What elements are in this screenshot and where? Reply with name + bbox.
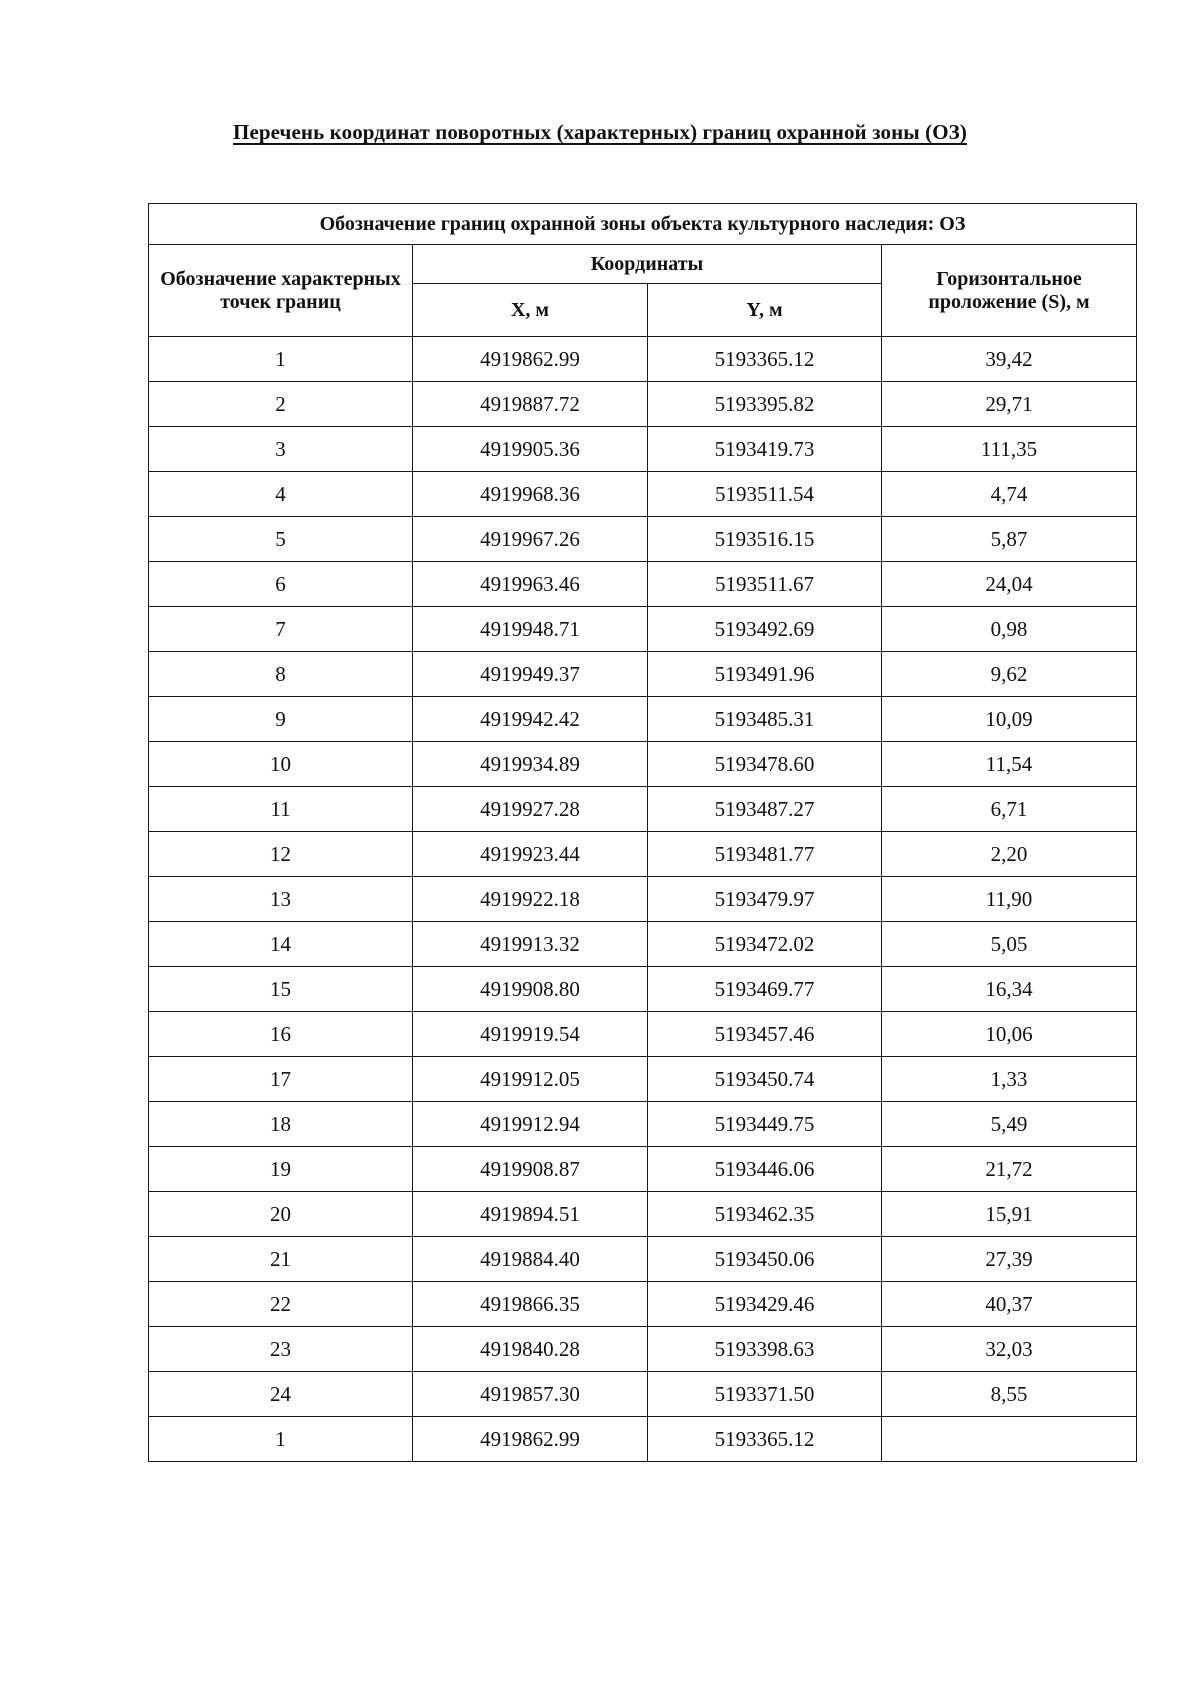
cell-y: 5193511.54 [648,472,882,517]
cell-x: 4919866.35 [413,1282,648,1327]
cell-y: 5193487.27 [648,787,882,832]
cell-y: 5193511.67 [648,562,882,607]
cell-y: 5193429.46 [648,1282,882,1327]
cell-x: 4919862.99 [413,1417,648,1462]
column-header-distance: Горизонтальное проложение (S), м [882,245,1137,337]
table-row [149,382,1137,427]
cell-point: 19 [149,1147,413,1192]
cell-y: 5193450.06 [648,1237,882,1282]
cell-x: 4919919.54 [413,1012,648,1057]
cell-y: 5193449.75 [648,1102,882,1147]
cell-distance: 24,04 [882,562,1137,607]
column-header-coordinates: Координаты [413,245,882,284]
cell-distance: 0,98 [882,607,1137,652]
cell-distance [882,1417,1137,1462]
table-row [149,652,1137,697]
cell-point: 17 [149,1057,413,1102]
table-caption-row [149,204,1137,245]
cell-x: 4919927.28 [413,787,648,832]
column-header-row [149,245,1137,284]
cell-y: 5193419.73 [648,427,882,472]
table-header [149,204,1137,337]
table-row [149,427,1137,472]
cell-y: 5193365.12 [648,337,882,382]
cell-x: 4919887.72 [413,382,648,427]
table-row [149,1327,1137,1372]
cell-x: 4919905.36 [413,427,648,472]
cell-point: 22 [149,1282,413,1327]
cell-x: 4919912.94 [413,1102,648,1147]
table-row [149,1012,1137,1057]
table-body [149,337,1137,1462]
cell-x: 4919840.28 [413,1327,648,1372]
page-title: Перечень координат поворотных (характерных) границ охранной зоны (ОЗ) [233,120,967,144]
cell-distance: 16,34 [882,967,1137,1012]
cell-y: 5193398.63 [648,1327,882,1372]
cell-x: 4919942.42 [413,697,648,742]
cell-point: 8 [149,652,413,697]
cell-point: 7 [149,607,413,652]
cell-distance: 1,33 [882,1057,1137,1102]
cell-y: 5193479.97 [648,877,882,922]
cell-y: 5193492.69 [648,607,882,652]
cell-distance: 10,09 [882,697,1137,742]
cell-distance: 5,05 [882,922,1137,967]
cell-distance: 10,06 [882,1012,1137,1057]
table-row [149,742,1137,787]
column-header-point: Обозначение характерных точек границ [149,245,413,337]
cell-y: 5193365.12 [648,1417,882,1462]
cell-distance: 5,87 [882,517,1137,562]
cell-y: 5193481.77 [648,832,882,877]
cell-distance: 27,39 [882,1237,1137,1282]
cell-x: 4919857.30 [413,1372,648,1417]
cell-distance: 40,37 [882,1282,1137,1327]
coordinates-table [148,203,1137,1462]
table-row [149,922,1137,967]
table-row [149,697,1137,742]
table-row [149,562,1137,607]
cell-point: 1 [149,337,413,382]
cell-point: 14 [149,922,413,967]
cell-distance: 11,90 [882,877,1137,922]
table-row [149,1057,1137,1102]
cell-x: 4919923.44 [413,832,648,877]
table-row [149,1372,1137,1417]
cell-distance: 11,54 [882,742,1137,787]
cell-point: 20 [149,1192,413,1237]
cell-x: 4919894.51 [413,1192,648,1237]
cell-x: 4919912.05 [413,1057,648,1102]
cell-distance: 39,42 [882,337,1137,382]
table-row [149,517,1137,562]
cell-y: 5193371.50 [648,1372,882,1417]
cell-y: 5193472.02 [648,922,882,967]
table-row [149,877,1137,922]
table-row [149,337,1137,382]
cell-y: 5193446.06 [648,1147,882,1192]
cell-point: 10 [149,742,413,787]
cell-x: 4919949.37 [413,652,648,697]
cell-point: 23 [149,1327,413,1372]
cell-distance: 4,74 [882,472,1137,517]
cell-point: 6 [149,562,413,607]
table-row [149,967,1137,1012]
cell-point: 18 [149,1102,413,1147]
cell-y: 5193469.77 [648,967,882,1012]
table-row [149,787,1137,832]
cell-y: 5193462.35 [648,1192,882,1237]
table-row [149,607,1137,652]
cell-y: 5193485.31 [648,697,882,742]
cell-x: 4919908.87 [413,1147,648,1192]
cell-point: 3 [149,427,413,472]
cell-point: 24 [149,1372,413,1417]
cell-distance: 111,35 [882,427,1137,472]
cell-point: 5 [149,517,413,562]
table-row [149,472,1137,517]
cell-point: 9 [149,697,413,742]
cell-point: 13 [149,877,413,922]
cell-y: 5193450.74 [648,1057,882,1102]
cell-distance: 32,03 [882,1327,1137,1372]
cell-point: 21 [149,1237,413,1282]
cell-y: 5193457.46 [648,1012,882,1057]
table-row [149,1237,1137,1282]
cell-point: 11 [149,787,413,832]
table-row [149,1192,1137,1237]
cell-distance: 9,62 [882,652,1137,697]
cell-distance: 2,20 [882,832,1137,877]
cell-point: 2 [149,382,413,427]
cell-point: 1 [149,1417,413,1462]
cell-distance: 5,49 [882,1102,1137,1147]
cell-point: 15 [149,967,413,1012]
cell-x: 4919968.36 [413,472,648,517]
cell-distance: 21,72 [882,1147,1137,1192]
cell-x: 4919948.71 [413,607,648,652]
cell-x: 4919862.99 [413,337,648,382]
cell-y: 5193478.60 [648,742,882,787]
cell-distance: 6,71 [882,787,1137,832]
cell-x: 4919922.18 [413,877,648,922]
table-caption: Обозначение границ охранной зоны объекта культурного наследия: ОЗ [149,204,1137,245]
column-header-x: X, м [413,284,648,337]
table-row [149,1417,1137,1462]
cell-x: 4919967.26 [413,517,648,562]
table-row [149,832,1137,877]
cell-point: 16 [149,1012,413,1057]
cell-y: 5193395.82 [648,382,882,427]
table-row [149,1147,1137,1192]
cell-x: 4919963.46 [413,562,648,607]
column-header-y: Y, м [648,284,882,337]
table-row [149,1102,1137,1147]
cell-y: 5193491.96 [648,652,882,697]
cell-x: 4919884.40 [413,1237,648,1282]
cell-distance: 15,91 [882,1192,1137,1237]
cell-x: 4919908.80 [413,967,648,1012]
cell-x: 4919934.89 [413,742,648,787]
table-row [149,1282,1137,1327]
cell-x: 4919913.32 [413,922,648,967]
cell-point: 12 [149,832,413,877]
cell-distance: 29,71 [882,382,1137,427]
cell-y: 5193516.15 [648,517,882,562]
cell-distance: 8,55 [882,1372,1137,1417]
cell-point: 4 [149,472,413,517]
